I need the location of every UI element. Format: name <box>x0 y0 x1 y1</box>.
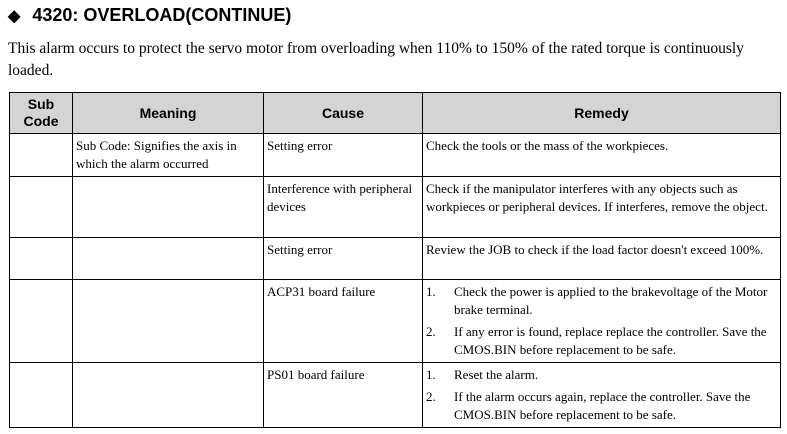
meaning-cell <box>73 238 264 280</box>
step-text: If the alarm occurs again, replace the controller. Save the CMOS.BIN before replacement to be safe. <box>454 389 751 422</box>
page-title <box>8 5 291 26</box>
step-number: 2. <box>426 324 436 339</box>
remedy-step <box>426 323 777 359</box>
meaning-cell <box>73 363 264 428</box>
remedy-step <box>426 283 777 319</box>
sub-code-cell <box>10 134 73 177</box>
remedy-cell <box>423 363 781 428</box>
sub-code-cell <box>10 238 73 280</box>
table-row <box>10 363 781 428</box>
table-row <box>10 134 781 177</box>
meaning-cell <box>73 177 264 238</box>
remedy-steps <box>426 283 777 359</box>
remedy-cell: Check the tools or the mass of the workpieces. <box>423 134 781 177</box>
header-sub-code: Sub Code <box>10 93 73 134</box>
cause-cell: ACP31 board failure <box>264 280 423 363</box>
remedy-step <box>426 366 777 384</box>
alarm-description: This alarm occurs to protect the servo motor from overloading when 110% to 150% of the rated torque is continuously loaded. <box>8 40 744 79</box>
step-number: 2. <box>426 389 436 404</box>
cause-cell: Setting error <box>264 134 423 177</box>
sub-code-cell <box>10 363 73 428</box>
cause-cell: PS01 board failure <box>264 363 423 428</box>
alarm-title: 4320: OVERLOAD(CONTINUE) <box>32 5 292 25</box>
sub-code-cell <box>10 177 73 238</box>
header-remedy: Remedy <box>423 93 781 134</box>
step-text: Check the power is applied to the brakevoltage of the Motor brake terminal. <box>454 284 768 317</box>
header-cause: Cause <box>264 93 423 134</box>
table-header-row <box>10 93 781 134</box>
alarm-table <box>9 92 781 428</box>
remedy-steps <box>426 366 777 424</box>
step-number: 1. <box>426 367 436 382</box>
remedy-cell: Review the JOB to check if the load factor doesn't exceed 100%. <box>423 238 781 280</box>
header-meaning: Meaning <box>73 93 264 134</box>
meaning-cell <box>73 280 264 363</box>
meaning-cell: Sub Code: Signifies the axis in which the alarm occurred <box>73 134 264 177</box>
table-row <box>10 177 781 238</box>
remedy-step <box>426 388 777 424</box>
diamond-bullet-icon: ◆ <box>8 7 21 25</box>
cause-cell: Interference with peripheral devices <box>264 177 423 238</box>
sub-code-cell <box>10 280 73 363</box>
cause-cell: Setting error <box>264 238 423 280</box>
table-row <box>10 280 781 363</box>
step-text: Reset the alarm. <box>454 367 539 382</box>
remedy-cell: Check if the manipulator interferes with any objects such as workpieces or peripheral devices. If interferes, remove the object. <box>423 177 781 238</box>
table-row <box>10 238 781 280</box>
step-text: If any error is found, replace replace the controller. Save the CMOS.BIN before replacement to be safe. <box>454 324 767 357</box>
step-number: 1. <box>426 284 436 299</box>
remedy-cell <box>423 280 781 363</box>
